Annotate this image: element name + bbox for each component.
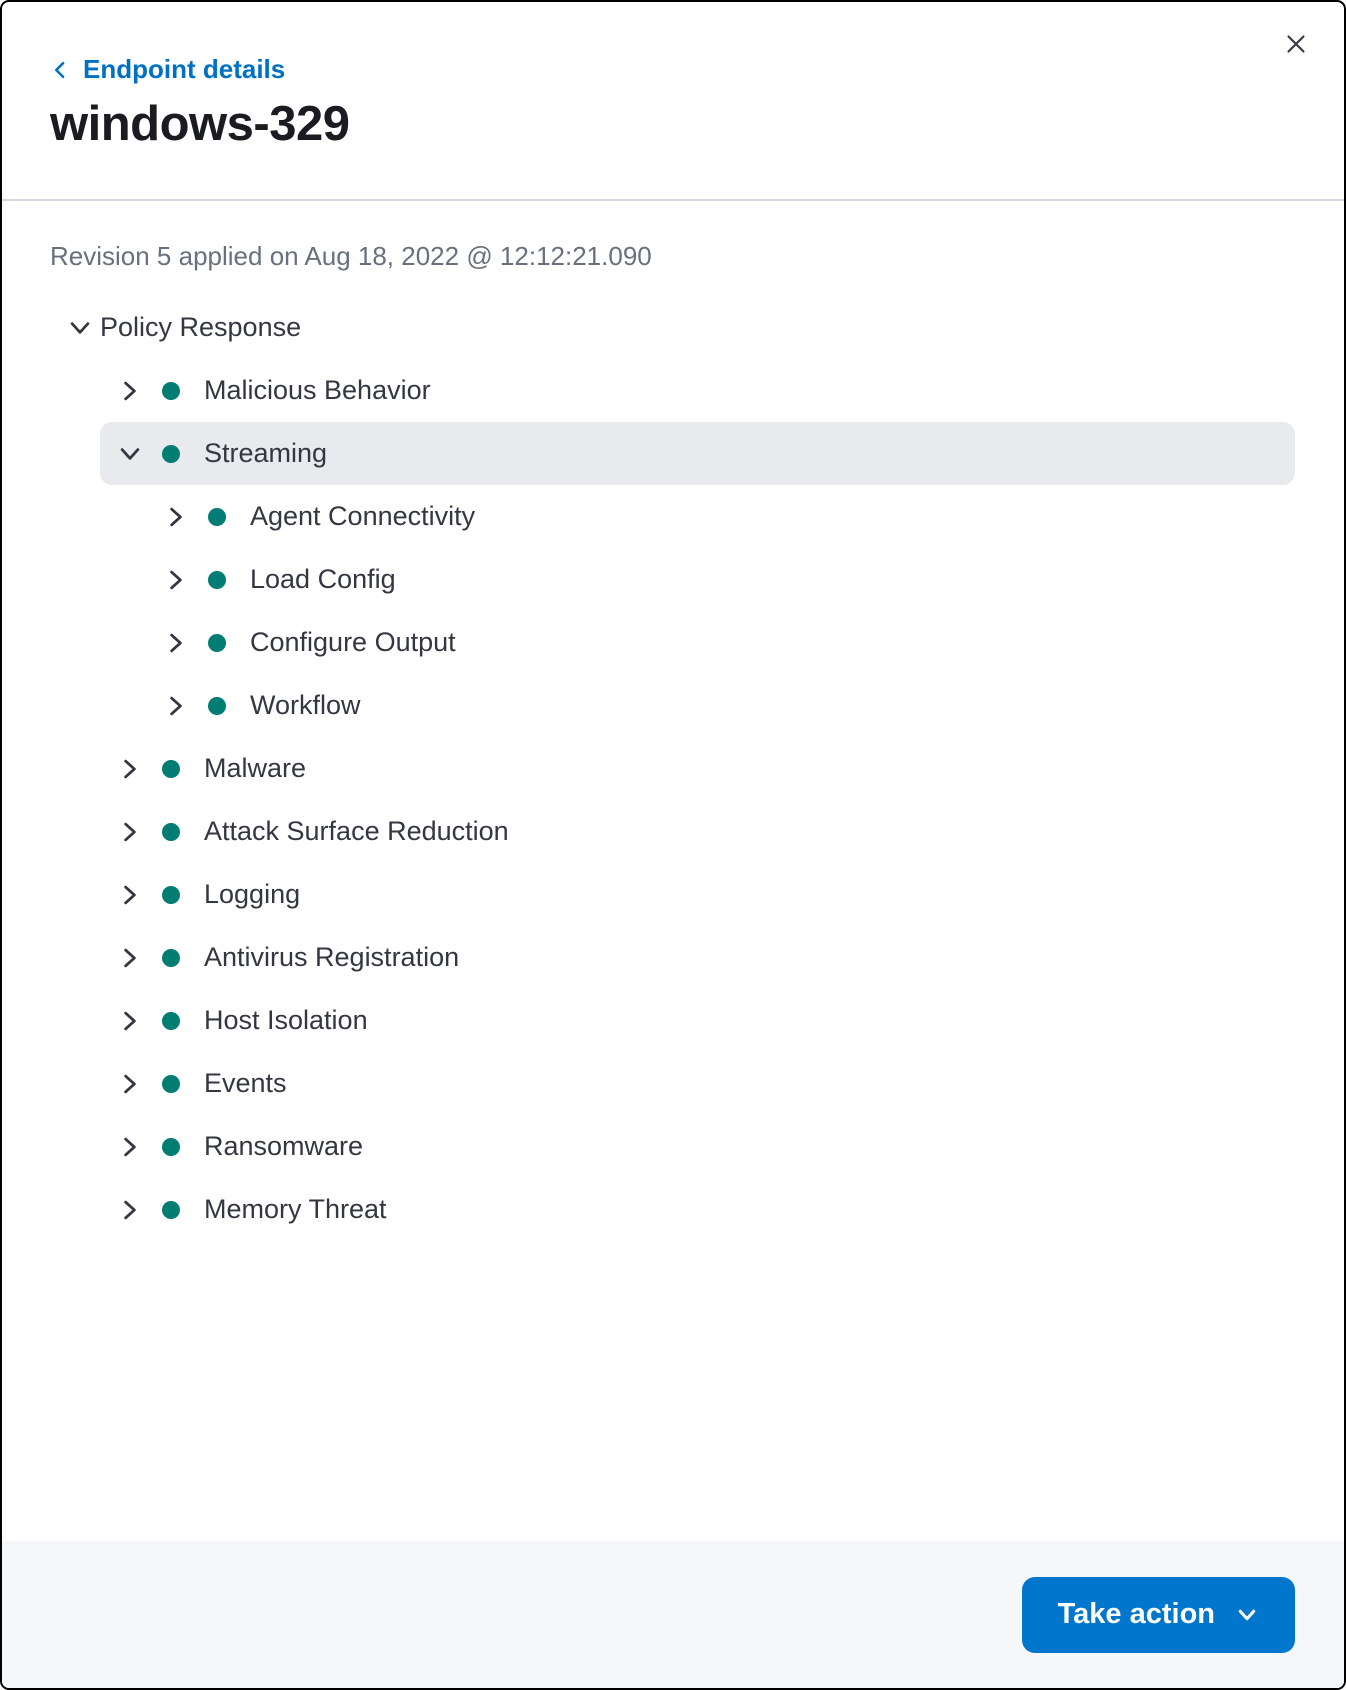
status-dot-icon [162, 382, 180, 400]
tree-item-load-config[interactable] [100, 548, 1295, 611]
tree-item-label: Antivirus Registration [204, 942, 460, 972]
chevron-down-icon [116, 440, 144, 468]
chevron-right-icon [116, 944, 144, 972]
chevron-down-icon [1235, 1603, 1259, 1627]
flyout-body [2, 201, 1344, 1541]
expand-toggle[interactable] [66, 314, 94, 342]
tree-item-label: Agent Connectivity [250, 501, 476, 531]
close-button[interactable] [1274, 22, 1318, 66]
expand-toggle[interactable] [116, 1070, 144, 1098]
chevron-right-icon [116, 755, 144, 783]
status-dot-icon [162, 1138, 180, 1156]
tree-item-label: Malicious Behavior [204, 375, 431, 405]
tree-item-label: Events [204, 1068, 287, 1098]
tree-item-workflow[interactable] [100, 674, 1295, 737]
tree-item-label: Host Isolation [204, 1005, 368, 1035]
status-dot-icon [162, 1012, 180, 1030]
back-link-label: Endpoint details [83, 54, 286, 84]
tree-item-attack-surface-reduction[interactable] [100, 800, 1295, 863]
expand-toggle[interactable] [162, 503, 190, 531]
tree-item-label: Policy Response [100, 312, 302, 342]
tree-item-label: Memory Threat [204, 1194, 387, 1224]
close-icon [1284, 32, 1308, 56]
expand-toggle[interactable] [162, 566, 190, 594]
chevron-right-icon [162, 629, 190, 657]
chevron-right-icon [162, 692, 190, 720]
tree-item-streaming[interactable] [100, 422, 1295, 485]
tree-item-label: Malware [204, 753, 307, 783]
chevron-right-icon [116, 1070, 144, 1098]
expand-toggle[interactable] [162, 692, 190, 720]
status-dot-icon [208, 508, 226, 526]
revision-text: Revision 5 applied on Aug 18, 2022 @ 12:12:21.090 [50, 241, 652, 271]
take-action-button[interactable] [1022, 1577, 1295, 1653]
tree-item-memory-threat[interactable] [100, 1178, 1295, 1241]
expand-toggle[interactable] [116, 440, 144, 468]
tree-item-label: Streaming [204, 438, 328, 468]
expand-toggle[interactable] [162, 629, 190, 657]
tree-item-label: Ransomware [204, 1131, 364, 1161]
expand-toggle[interactable] [116, 1007, 144, 1035]
page-title: windows-329 [50, 97, 350, 151]
chevron-right-icon [116, 377, 144, 405]
chevron-right-icon [162, 503, 190, 531]
chevron-right-icon [116, 818, 144, 846]
chevron-right-icon [116, 1007, 144, 1035]
status-dot-icon [162, 1201, 180, 1219]
expand-toggle[interactable] [116, 1133, 144, 1161]
status-dot-icon [162, 760, 180, 778]
tree-item-label: Load Config [250, 564, 396, 594]
status-dot-icon [162, 1075, 180, 1093]
chevron-right-icon [116, 1196, 144, 1224]
status-dot-icon [208, 697, 226, 715]
flyout-footer [2, 1541, 1344, 1688]
tree-item-label: Configure Output [250, 627, 456, 657]
expand-toggle[interactable] [116, 881, 144, 909]
tree-item-antivirus-registration[interactable] [100, 926, 1295, 989]
expand-toggle[interactable] [116, 377, 144, 405]
tree-item-logging[interactable] [100, 863, 1295, 926]
expand-toggle[interactable] [116, 818, 144, 846]
status-dot-icon [162, 949, 180, 967]
expand-toggle[interactable] [116, 755, 144, 783]
tree-item-label: Attack Surface Reduction [204, 816, 509, 846]
tree-item-host-isolation[interactable] [100, 989, 1295, 1052]
flyout-header [2, 2, 1344, 201]
take-action-label: Take action [1057, 1598, 1215, 1630]
tree-item-configure-output[interactable] [100, 611, 1295, 674]
chevron-down-icon [66, 314, 94, 342]
status-dot-icon [162, 445, 180, 463]
back-link-endpoint-details[interactable] [50, 54, 285, 85]
tree-item-events[interactable] [100, 1052, 1295, 1115]
tree-item-policy-response[interactable] [66, 296, 1295, 359]
status-dot-icon [208, 571, 226, 589]
chevron-right-icon [116, 1133, 144, 1161]
tree-item-malicious-behavior[interactable] [100, 359, 1295, 422]
status-dot-icon [162, 823, 180, 841]
status-dot-icon [208, 634, 226, 652]
chevron-left-icon [50, 60, 70, 80]
chevron-right-icon [162, 566, 190, 594]
expand-toggle[interactable] [116, 944, 144, 972]
tree-item-malware[interactable] [100, 737, 1295, 800]
tree-item-agent-connectivity[interactable] [100, 485, 1295, 548]
policy-response-tree [50, 296, 1295, 1241]
tree-item-label: Workflow [250, 690, 361, 720]
expand-toggle[interactable] [116, 1196, 144, 1224]
tree-item-label: Logging [204, 879, 301, 909]
status-dot-icon [162, 886, 180, 904]
tree-item-ransomware[interactable] [100, 1115, 1295, 1178]
chevron-right-icon [116, 881, 144, 909]
